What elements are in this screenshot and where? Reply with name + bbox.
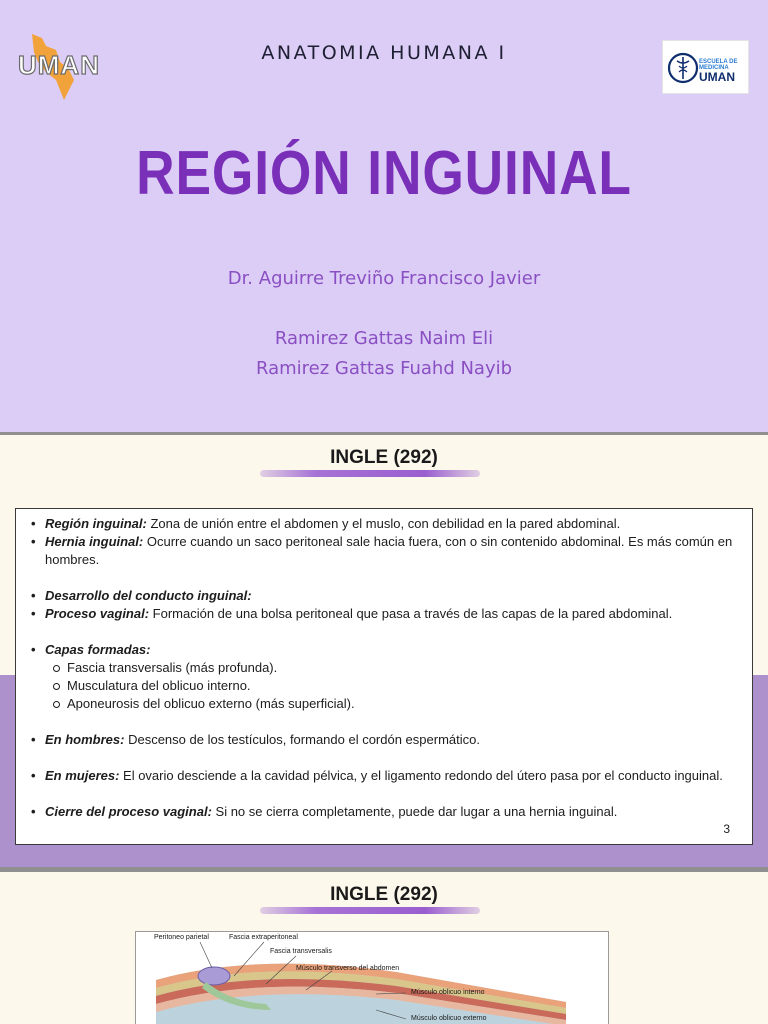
author-name: Ramirez Gattas Naim Eli	[274, 328, 494, 349]
list-item	[30, 767, 744, 785]
bullet-term: En hombres:	[45, 732, 125, 747]
school-logo-line2: MEDICINA	[699, 65, 729, 71]
slide-heading: INGLE (292)	[330, 884, 438, 905]
figure-label: Músculo oblicuo interno	[411, 989, 485, 996]
bullet-term: Región inguinal:	[45, 516, 147, 531]
school-logo	[662, 40, 749, 94]
title-slide	[0, 0, 768, 432]
slide-heading: INGLE (292)	[330, 447, 438, 468]
spacer	[30, 569, 744, 587]
bullet-term: Cierre del proceso vaginal:	[45, 804, 212, 819]
spacer	[30, 749, 744, 767]
sub-list-item: Fascia transversalis (más profunda).	[30, 659, 744, 677]
heading-underline	[260, 470, 480, 477]
figure-label: Músculo transverso del abdomen	[296, 965, 400, 972]
content-box	[15, 508, 753, 845]
heading-underline	[260, 907, 480, 914]
figure-label: Músculo oblicuo externo	[411, 1015, 487, 1022]
list-item	[30, 803, 744, 821]
anatomy-figure	[135, 931, 609, 1024]
bullet-term: En mujeres:	[45, 768, 120, 783]
page-number: 3	[723, 822, 730, 836]
presentation-title: REGIÓN INGUINAL	[136, 139, 632, 208]
bullet-term: Capas formadas:	[45, 642, 151, 657]
list-item	[30, 605, 744, 623]
figure-label: Fascia transversalis	[270, 948, 332, 955]
figure-label: Peritoneo parietal	[154, 934, 209, 941]
school-logo-line1: ESCUELA DE	[699, 59, 738, 65]
bullet-text: Zona de unión entre el abdomen y el muslo, con debilidad en la pared abdominal.	[146, 516, 621, 531]
bullet-text: Descenso de los testículos, formando el cordón espermático.	[124, 732, 480, 747]
author-name: Ramirez Gattas Fuahd Nayib	[255, 358, 513, 379]
bullet-term: Proceso vaginal:	[45, 606, 150, 621]
spacer	[30, 713, 744, 731]
abdominal-wall-illustration	[136, 932, 610, 1024]
spacer	[30, 623, 744, 641]
figure-slide	[0, 872, 768, 1024]
bullet-text: Formación de una bolsa peritoneal que pasa a través de las capas de la pared abdominal.	[149, 606, 673, 621]
content-slide	[0, 435, 768, 867]
sub-list-item: Aponeurosis del oblicuo externo (más superficial).	[30, 695, 744, 713]
list-item	[30, 731, 744, 749]
list-item	[30, 533, 744, 569]
professor-name: Dr. Aguirre Treviño Francisco Javier	[227, 268, 541, 289]
bullet-term: Desarrollo del conducto inguinal:	[45, 588, 252, 603]
bullet-text: Ocurre cuando un saco peritoneal sale hacia fuera, con o sin contenido abdominal. Es más común en hombres.	[45, 534, 733, 567]
bullet-text: El ovario desciende a la cavidad pélvica, y el ligamento redondo del útero pasa por el conducto inguinal.	[119, 768, 723, 783]
school-logo-line3: UMAN	[699, 70, 735, 84]
figure-label: Fascia extraperitoneal	[229, 934, 298, 941]
bullet-text: Si no se cierra completamente, puede dar lugar a una hernia inguinal.	[211, 804, 618, 819]
uman-logo-text: UMAN	[18, 50, 100, 80]
bullet-list	[30, 515, 744, 821]
bullet-term: Hernia inguinal:	[45, 534, 144, 549]
course-title: ANATOMIA HUMANA I	[261, 42, 507, 64]
list-item	[30, 587, 744, 605]
spacer	[30, 785, 744, 803]
list-item	[30, 641, 744, 659]
list-item	[30, 515, 744, 533]
caduceus-icon	[666, 51, 700, 85]
sub-list-item: Musculatura del oblicuo interno.	[30, 677, 744, 695]
